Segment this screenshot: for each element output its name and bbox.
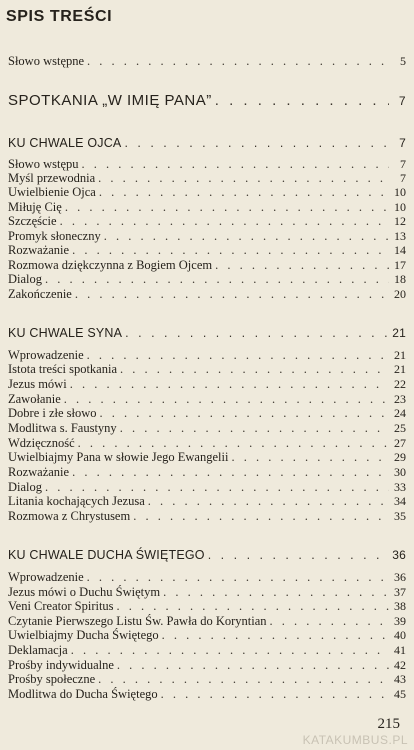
dot-leader bbox=[45, 480, 389, 494]
entry-page: 5 bbox=[400, 54, 406, 68]
dot-leader bbox=[70, 377, 389, 391]
entry-page: 14 bbox=[394, 243, 406, 257]
toc-entry bbox=[8, 436, 406, 450]
toc-entry bbox=[8, 171, 406, 185]
dot-leader bbox=[100, 406, 389, 420]
dot-leader bbox=[65, 200, 389, 214]
toc-entry bbox=[8, 465, 406, 479]
entry-page: 42 bbox=[394, 658, 406, 672]
dot-leader bbox=[161, 687, 389, 701]
entry-label: Jezus mówi o Duchu Świętym bbox=[8, 585, 161, 599]
toc-section-heading bbox=[8, 326, 406, 340]
dot-leader bbox=[117, 658, 389, 672]
toc-entry bbox=[8, 658, 406, 672]
dot-leader bbox=[231, 450, 389, 464]
entry-label: Modlitwa s. Faustyny bbox=[8, 421, 117, 435]
toc-section-heading bbox=[8, 548, 406, 562]
entry-label: Rozważanie bbox=[8, 243, 70, 257]
entry-page: 22 bbox=[394, 377, 406, 391]
toc-entry bbox=[8, 643, 406, 657]
entry-page: 35 bbox=[394, 509, 406, 523]
part-page: 7 bbox=[398, 94, 406, 108]
toc-entry bbox=[8, 585, 406, 599]
entry-page: 12 bbox=[394, 214, 406, 228]
toc-entry bbox=[8, 570, 406, 584]
entry-page: 10 bbox=[394, 185, 406, 199]
dot-leader bbox=[104, 229, 389, 243]
toc-entry bbox=[8, 200, 406, 214]
watermark: KATAKUMBUS.PL bbox=[302, 733, 408, 747]
part-label: SPOTKANIA „W IMIĘ PANA” bbox=[8, 92, 212, 109]
entry-label: Rozważanie bbox=[8, 465, 70, 479]
toc-entry bbox=[8, 599, 406, 613]
dot-leader bbox=[208, 548, 389, 562]
section-title: KU CHWALE OJCA bbox=[8, 136, 122, 150]
toc-entry bbox=[8, 229, 406, 243]
section-page: 36 bbox=[392, 548, 406, 562]
toc-entry bbox=[8, 272, 406, 286]
toc-entry bbox=[8, 185, 406, 199]
entry-label: Dobre i złe słowo bbox=[8, 406, 97, 420]
entry-label: Rozmowa z Chrystusem bbox=[8, 509, 131, 523]
entry-page: 21 bbox=[394, 348, 406, 362]
entry-label: Wprowadzenie bbox=[8, 570, 84, 584]
dot-leader bbox=[75, 287, 389, 301]
entry-label: Uwielbiajmy Ducha Świętego bbox=[8, 628, 159, 642]
toc-section-heading bbox=[8, 136, 406, 150]
dot-leader bbox=[98, 171, 389, 185]
entry-label: Dialog bbox=[8, 272, 43, 286]
dot-leader bbox=[120, 421, 389, 435]
toc-entry bbox=[8, 672, 406, 686]
toc-entry-intro bbox=[8, 54, 406, 68]
entry-page: 10 bbox=[394, 200, 406, 214]
toc-entry bbox=[8, 628, 406, 642]
entry-page: 7 bbox=[400, 171, 406, 185]
entry-label: Szczęście bbox=[8, 214, 57, 228]
entry-label: Prośby indywidualne bbox=[8, 658, 114, 672]
toc-entry bbox=[8, 377, 406, 391]
entry-label: Litania kochających Jezusa bbox=[8, 494, 145, 508]
dot-leader bbox=[60, 214, 389, 228]
entry-label: Wprowadzenie bbox=[8, 348, 84, 362]
entry-label: Dialog bbox=[8, 480, 43, 494]
dot-leader bbox=[163, 585, 389, 599]
entry-page: 45 bbox=[394, 687, 406, 701]
entry-label: Veni Creator Spiritus bbox=[8, 599, 114, 613]
entry-page: 38 bbox=[394, 599, 406, 613]
toc-entry bbox=[8, 287, 406, 301]
entry-page: 33 bbox=[394, 480, 406, 494]
entry-label: Promyk słoneczny bbox=[8, 229, 101, 243]
toc-part-heading bbox=[8, 94, 406, 108]
toc-heading: SPIS TREŚCI bbox=[6, 8, 113, 25]
entry-page: 30 bbox=[394, 465, 406, 479]
toc-entry bbox=[8, 494, 406, 508]
entry-label: Wdzięczność bbox=[8, 436, 75, 450]
dot-leader bbox=[124, 136, 389, 150]
entry-page: 24 bbox=[394, 406, 406, 420]
entry-page: 29 bbox=[394, 450, 406, 464]
toc-entry bbox=[8, 258, 406, 272]
entry-label: Uwielbiajmy Pana w słowie Jego Ewangelii bbox=[8, 450, 229, 464]
entry-page: 7 bbox=[400, 157, 406, 171]
dot-leader bbox=[120, 362, 389, 376]
section-title: KU CHWALE DUCHA ŚWIĘTEGO bbox=[8, 548, 205, 562]
dot-leader bbox=[72, 465, 389, 479]
toc-entry bbox=[8, 157, 406, 171]
dot-leader bbox=[64, 392, 389, 406]
entry-label: Jezus mówi bbox=[8, 377, 67, 391]
toc-entry bbox=[8, 348, 406, 362]
entry-page: 25 bbox=[394, 421, 406, 435]
dot-leader bbox=[99, 185, 389, 199]
entry-label: Czytanie Pierwszego Listu Św. Pawła do Koryntian bbox=[8, 614, 267, 628]
entry-page: 17 bbox=[394, 258, 406, 272]
entry-label: Słowo wstępne bbox=[8, 54, 85, 68]
entry-page: 40 bbox=[394, 628, 406, 642]
toc-entry bbox=[8, 214, 406, 228]
entry-page: 18 bbox=[394, 272, 406, 286]
entry-page: 27 bbox=[394, 436, 406, 450]
dot-leader bbox=[45, 272, 389, 286]
dot-leader bbox=[117, 599, 389, 613]
entry-label: Modlitwa do Ducha Świętego bbox=[8, 687, 158, 701]
entry-page: 41 bbox=[394, 643, 406, 657]
dot-leader bbox=[87, 54, 389, 68]
dot-leader bbox=[82, 157, 390, 171]
dot-leader bbox=[270, 614, 389, 628]
dot-leader bbox=[148, 494, 389, 508]
entry-page: 37 bbox=[394, 585, 406, 599]
entry-label: Istota treści spotkania bbox=[8, 362, 117, 376]
entry-page: 36 bbox=[394, 570, 406, 584]
entry-label: Słowo wstępu bbox=[8, 157, 79, 171]
entry-page: 13 bbox=[394, 229, 406, 243]
entry-page: 43 bbox=[394, 672, 406, 686]
entry-label: Deklamacja bbox=[8, 643, 68, 657]
dot-leader bbox=[87, 570, 389, 584]
entry-page: 34 bbox=[394, 494, 406, 508]
dot-leader bbox=[215, 258, 389, 272]
entry-label: Rozmowa dziękczynna z Bogiem Ojcem bbox=[8, 258, 213, 272]
entry-label: Uwielbienie Ojca bbox=[8, 185, 96, 199]
section-title: KU CHWALE SYNA bbox=[8, 326, 123, 340]
section-page: 7 bbox=[399, 136, 406, 150]
entry-label: Prośby społeczne bbox=[8, 672, 96, 686]
toc-entry bbox=[8, 450, 406, 464]
dot-leader bbox=[87, 348, 389, 362]
dot-leader bbox=[215, 94, 389, 108]
toc-entry bbox=[8, 243, 406, 257]
toc-entry bbox=[8, 421, 406, 435]
entry-page: 21 bbox=[394, 362, 406, 376]
entry-label: Zawołanie bbox=[8, 392, 61, 406]
page-number: 215 bbox=[377, 716, 400, 732]
dot-leader bbox=[78, 436, 389, 450]
toc-entry bbox=[8, 392, 406, 406]
toc-entry bbox=[8, 687, 406, 701]
dot-leader bbox=[98, 672, 389, 686]
entry-label: Miłuję Cię bbox=[8, 200, 62, 214]
toc-entry bbox=[8, 406, 406, 420]
dot-leader bbox=[125, 326, 389, 340]
entry-page: 20 bbox=[394, 287, 406, 301]
entry-page: 23 bbox=[394, 392, 406, 406]
toc-entry bbox=[8, 614, 406, 628]
entry-label: Myśl przewodnia bbox=[8, 171, 96, 185]
dot-leader bbox=[133, 509, 389, 523]
entry-page: 39 bbox=[394, 614, 406, 628]
toc-entry bbox=[8, 509, 406, 523]
dot-leader bbox=[72, 243, 389, 257]
section-page: 21 bbox=[392, 326, 406, 340]
dot-leader bbox=[71, 643, 389, 657]
entry-label: Zakończenie bbox=[8, 287, 72, 301]
toc-entry bbox=[8, 362, 406, 376]
toc-entry bbox=[8, 480, 406, 494]
dot-leader bbox=[162, 628, 389, 642]
